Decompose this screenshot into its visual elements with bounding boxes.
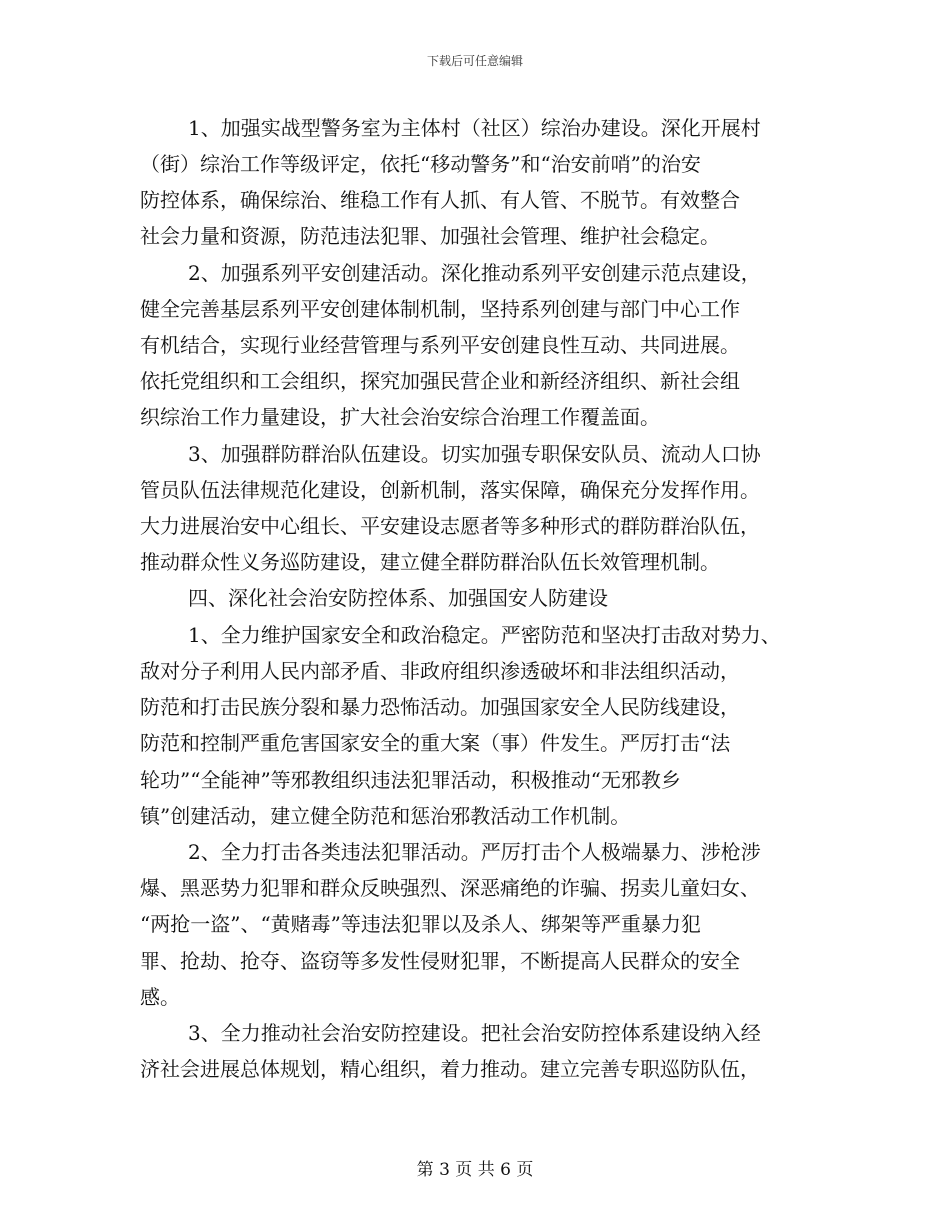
text-line: 推动群众性义务巡防建设，建立健全群防群治队伍长效管理机制。 — [140, 550, 720, 574]
text-line: 感。 — [140, 985, 180, 1009]
text-line: 防控体系，确保综治、维稳工作有人抓、有人管、不脱节。有效整合 — [140, 188, 740, 212]
text-line: “两抢一盗”、“黄赌毒”等违法犯罪以及杀人、绑架等严重暴力犯 — [140, 912, 701, 936]
text-line: 轮功”“全能神”等邪教组织违法犯罪活动，积极推动“无邪教乡 — [140, 768, 681, 792]
text-line: 防范和打击民族分裂和暴力恐怖活动。加强国家安全人民防线建设， — [140, 695, 740, 719]
text-line: 健全完善基层系列平安创建体制机制，坚持系列创建与部门中心工作 — [140, 297, 740, 321]
page-header: 下载后可任意编辑 — [426, 54, 523, 68]
text-line: 1、全力维护国家安全和政治稳定。严密防范和坚决打击敌对势力、 — [188, 623, 781, 647]
text-line: 社会力量和资源，防范违法犯罪、加强社会管理、维护社会稳定。 — [140, 224, 720, 248]
text-line: 敌对分子利用人民内部矛盾、非政府组织渗透破坏和非法组织活动， — [140, 659, 740, 683]
text-line: 依托党组织和工会组织，探究加强民营企业和新经济组织、新社会组 — [140, 369, 740, 393]
text-line: 有机结合，实现行业经营管理与系列平安创建良性互动、共同进展。 — [140, 333, 740, 357]
text-line: 大力进展治安中心组长、平安建设志愿者等多种形式的群防群治队伍， — [140, 514, 760, 538]
text-line: 2、加强系列平安创建活动。深化推动系列平安创建示范点建设， — [188, 261, 761, 285]
text-line: 1、加强实战型警务室为主体村（社区）综治办建设。深化开展村 — [188, 116, 761, 140]
text-line: （街）综治工作等级评定，依托“移动警务”和“治安前哨”的治安 — [140, 152, 701, 176]
text-line: 织综治工作力量建设，扩大社会治安综合治理工作覆盖面。 — [140, 405, 660, 429]
text-line: 罪、抢劫、抢夺、盗窃等多发性侵财犯罪，不断提高人民群众的安全 — [140, 949, 740, 973]
text-line: 济社会进展总体规划，精心组织，着力推动。建立完善专职巡防队伍， — [140, 1057, 760, 1081]
text-line: 3、全力推动社会治安防控建设。把社会治安防控体系建设纳入经 — [188, 1021, 761, 1045]
page-number: 第 3 页 共 6 页 — [416, 1160, 534, 1180]
section-heading: 四、深化社会治安防控体系、加强国安人防建设 — [188, 586, 608, 610]
text-line: 爆、黑恶势力犯罪和群众反映强烈、深恶痛绝的诈骗、拐卖儿童妇女、 — [140, 876, 760, 900]
text-line: 3、加强群防群治队伍建设。切实加强专职保安队员、流动人口协 — [188, 442, 761, 466]
text-line: 镇”创建活动，建立健全防范和惩治邪教活动工作机制。 — [140, 804, 631, 828]
text-line: 防范和控制严重危害国家安全的重大案（事）件发生。严厉打击“法 — [140, 731, 731, 755]
text-line: 2、全力打击各类违法犯罪活动。严厉打击个人极端暴力、涉枪涉 — [188, 840, 761, 864]
text-line: 管员队伍法律规范化建设，创新机制，落实保障，确保充分发挥作用。 — [140, 478, 760, 502]
